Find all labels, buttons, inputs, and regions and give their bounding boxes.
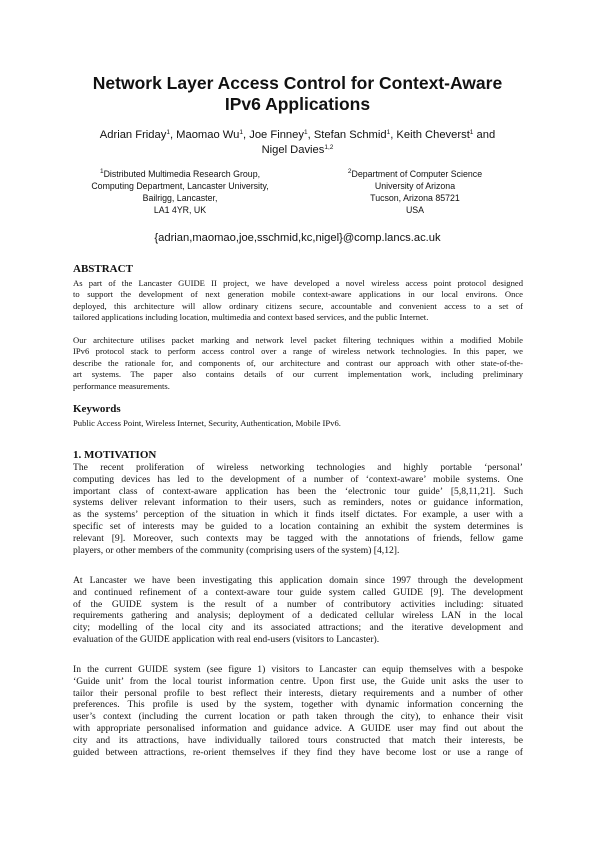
text-line: Public Access Point, Wireless Internet, Security, Authentication, Mobile IPv6.: [73, 418, 341, 428]
text-line: with appropriate personalised information and guidance advice. A GUIDE user may find out about the: [73, 722, 523, 734]
abstract-paragraph-2: [73, 335, 523, 392]
text-line: As part of the Lancaster GUIDE II project, we have developed a novel wireless access point protocol designed: [73, 278, 523, 288]
author-name: Nigel Davies: [261, 144, 325, 156]
text-line: computing devices has led to the development of a number of ‘context-aware’ mobile systems. One: [73, 473, 523, 485]
author-affil-mark: 1: [166, 129, 170, 136]
text-line: city and its attractions, have individually tailored tours constructed that match their interests, be: [73, 734, 523, 746]
text-line: tailor their personal profile to best reflect their interests, dietary requirements and a number of other: [73, 687, 523, 699]
author-line-1: [60, 128, 535, 143]
title-line: IPv6 Applications: [224, 94, 371, 114]
motivation-paragraph-3: [73, 664, 523, 758]
motivation-heading: 1. MOTIVATION: [73, 449, 157, 461]
text-line: Our architecture utilises packet marking and network level packet filtering techniques within a modified Mobile: [73, 335, 523, 345]
author-affil-mark: 1: [239, 129, 244, 136]
affiliation-line: Bailrigg, Lancaster,: [142, 193, 218, 203]
author-name: Keith Cheverst: [396, 129, 470, 141]
author-separator: ,: [390, 129, 397, 141]
author-list: [60, 128, 535, 158]
motivation-paragraph-2: [73, 575, 523, 646]
text-line: The recent proliferation of wireless networking technologies and highly portable ‘personal’: [73, 462, 523, 473]
text-line: art systems. The paper also contains details of our current implementation work, including preliminary: [73, 369, 523, 380]
author-name: Maomao Wu: [176, 129, 240, 141]
affiliation-line: Tucson, Arizona 85721: [370, 193, 460, 203]
text-line: deployed, this architecture will allow ordinary citizens secure, accountable and convenient access to a set of: [73, 300, 523, 311]
author-separator: and: [473, 129, 496, 141]
text-line: as the systems’ perception of the situation in which it finds itself dictates. For example, a user with a: [73, 509, 523, 521]
author-name: Joe Finney: [249, 129, 304, 141]
author-separator: ,: [169, 129, 177, 141]
affiliation-mark: 2: [347, 168, 352, 175]
text-line: IPv6 protocol stack to perform access control over a range of wireless network technologies. In this paper, we: [73, 346, 523, 357]
text-line: requirements gathering and analysis; deployment of a dedicated cellular wireless LAN in the local: [73, 610, 523, 622]
text-line: systems deliver relevant information to their users, such as reminders, notes or guidance information,: [73, 497, 523, 509]
text-line: tailored applications including location, multimedia and context based services, and the public Internet.: [73, 312, 429, 323]
text-line: players, or other members of the community (comprising users of the system) [4,12].: [73, 544, 400, 556]
author-separator: ,: [307, 129, 314, 141]
abstract-paragraph-1: [73, 278, 523, 324]
text-line: In the current GUIDE system (see figure 1) visitors to Lancaster can equip themselves with a bespoke: [73, 664, 523, 675]
text-line: specific set of interests may be guided to a location containing an exhibit the system determines is: [73, 520, 523, 532]
text-line: important class of context-aware application has been the ‘electronic tour guide’ [5,8,11,21]. Such: [73, 485, 523, 497]
text-line: user’s context (including the current location or path taken through the city), to enhance their visit: [73, 711, 523, 723]
affiliation-line: Computing Department, Lancaster University,: [91, 181, 269, 191]
text-line: evaluation of the GUIDE application with real end-users (visitors to Lancaster).: [73, 633, 380, 645]
text-line: guided between attractions, re-orient themselves if they find they have become lost or use a range of: [73, 746, 523, 758]
author-separator: ,: [243, 129, 250, 141]
affiliation-arizona: [310, 168, 520, 216]
author-affil-mark: 1,2: [324, 144, 334, 151]
paper-title: [60, 73, 535, 115]
text-line: performance measurements.: [73, 380, 170, 391]
affiliation-lancaster: [75, 168, 285, 216]
keywords-text: [73, 418, 523, 429]
affiliation-line: [75, 168, 285, 180]
affiliation-line: LA1 4YR, UK: [153, 205, 207, 215]
affiliation-mark: 1: [99, 168, 104, 175]
affiliation-text: Department of Computer Science: [351, 169, 483, 179]
text-line: preferences. This profile is used by the system, together with dynamic information concerning the: [73, 699, 523, 711]
text-line: At Lancaster we have been investigating this application domain since 1997 through the development: [73, 575, 523, 586]
author-affil-mark: 1: [386, 129, 391, 136]
affiliation-line: [310, 168, 520, 180]
text-line: city; modelling of the local city and its associated attractions; and the iterative development and: [73, 622, 523, 634]
author-name: Adrian Friday: [99, 129, 167, 141]
abstract-heading: ABSTRACT: [73, 263, 133, 275]
text-line: and continued refinement of a context-aware tour guide system called GUIDE [9]. The development: [73, 586, 523, 598]
affiliation-line: USA: [405, 205, 425, 215]
affiliation-line: University of Arizona: [374, 181, 456, 191]
text-line: to support the development of next generation mobile context-aware applications in our local environs. Once: [73, 289, 523, 300]
author-name: Stefan Schmid: [313, 129, 387, 141]
author-affil-mark: 1: [469, 129, 474, 136]
text-line: of the GUIDE system is the result of a number of contributory activities including: situated: [73, 598, 523, 610]
motivation-paragraph-1: [73, 462, 523, 556]
author-line-2: [60, 143, 535, 158]
keywords-heading: Keywords: [73, 403, 121, 415]
author-emails: {adrian,maomao,joe,sschmid,kc,nigel}@comp.lancs.ac.uk: [154, 232, 441, 244]
text-line: relevant [9]. Moreover, such contexts may be tagged with the annotations of friends, fellow game: [73, 532, 523, 544]
title-line: Network Layer Access Control for Context-Aware: [92, 73, 503, 93]
text-line: describe the rationale for, and components of, our architecture and contrast our approach with other state-of-the-: [73, 357, 523, 368]
text-line: ‘Guide unit’ from the local tourist information centre. Upon first use, the Guide unit asks the user to: [73, 675, 523, 687]
author-affil-mark: 1: [303, 129, 308, 136]
affiliation-text: Distributed Multimedia Research Group,: [103, 169, 261, 179]
